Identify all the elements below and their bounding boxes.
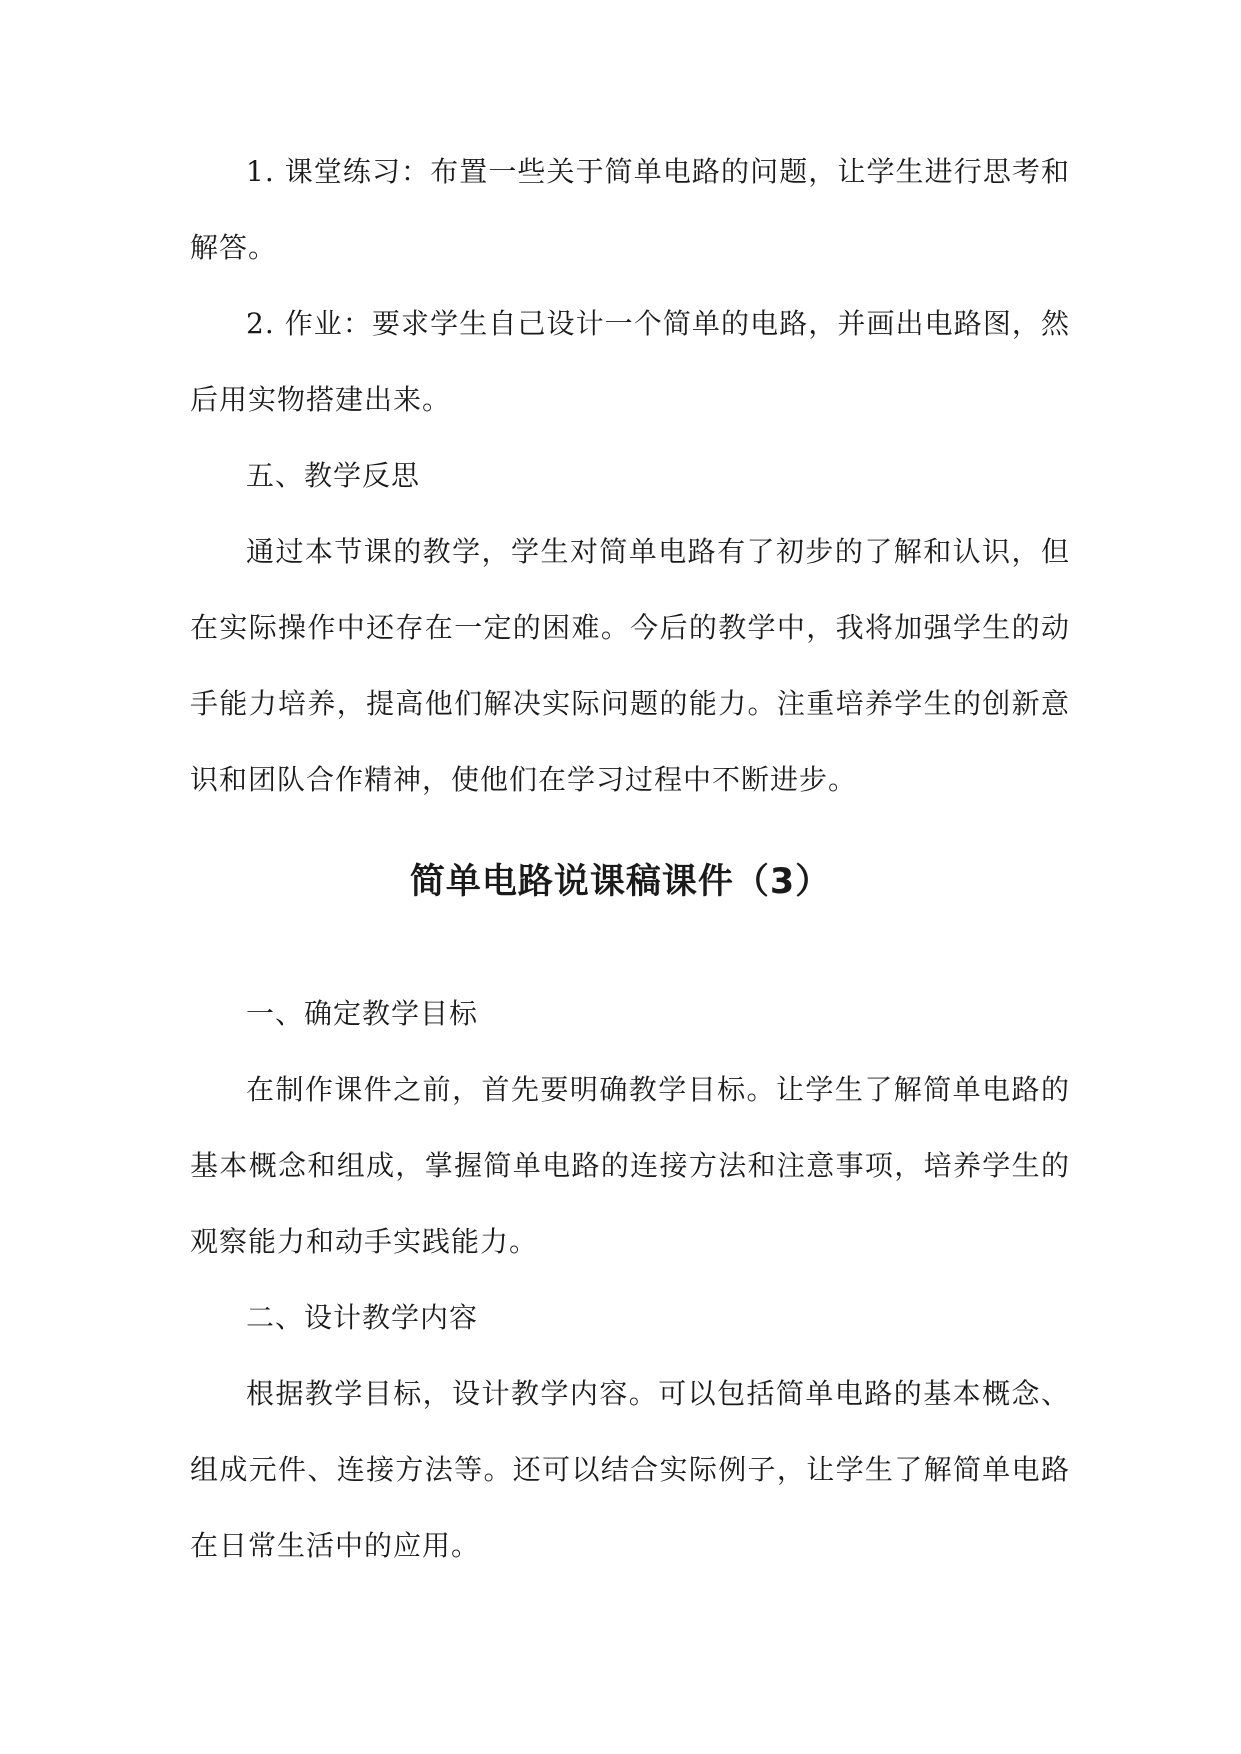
paragraph-homework: 2. 作业：要求学生自己设计一个简单的电路，并画出电路图，然后用实物搭建出来。 xyxy=(190,307,1070,416)
paragraph-teaching-goals: 在制作课件之前，首先要明确教学目标。让学生了解简单电路的基本概念和组成，掌握简单电路的连接方法和注意事项，培养学生的观察能力和动手实践能力。 xyxy=(190,1073,1070,1258)
paragraph-teaching-content: 根据教学目标，设计教学内容。可以包括简单电路的基本概念、组成元件、连接方法等。还可以结合实际例子，让学生了解简单电路在日常生活中的应用。 xyxy=(190,1377,1070,1562)
document-title: 简单电路说课稿课件（3） xyxy=(409,862,832,902)
section-heading-teaching-goals: 一、确定教学目标 xyxy=(246,997,479,1030)
section-heading-teaching-reflection: 五、教学反思 xyxy=(246,459,421,492)
paragraph-reflection: 通过本节课的教学，学生对简单电路有了初步的了解和认识，但在实际操作中还存在一定的困难。今后的教学中，我将加强学生的动手能力培养，提高他们解决实际问题的能力。注重培养学生的创新意识和团队合作精神，使他们在学习过程中不断进步。 xyxy=(190,535,1070,796)
section-heading-teaching-content: 二、设计教学内容 xyxy=(246,1301,479,1334)
paragraph-classroom-exercise: 1. 课堂练习：布置一些关于简单电路的问题，让学生进行思考和解答。 xyxy=(190,155,1070,264)
